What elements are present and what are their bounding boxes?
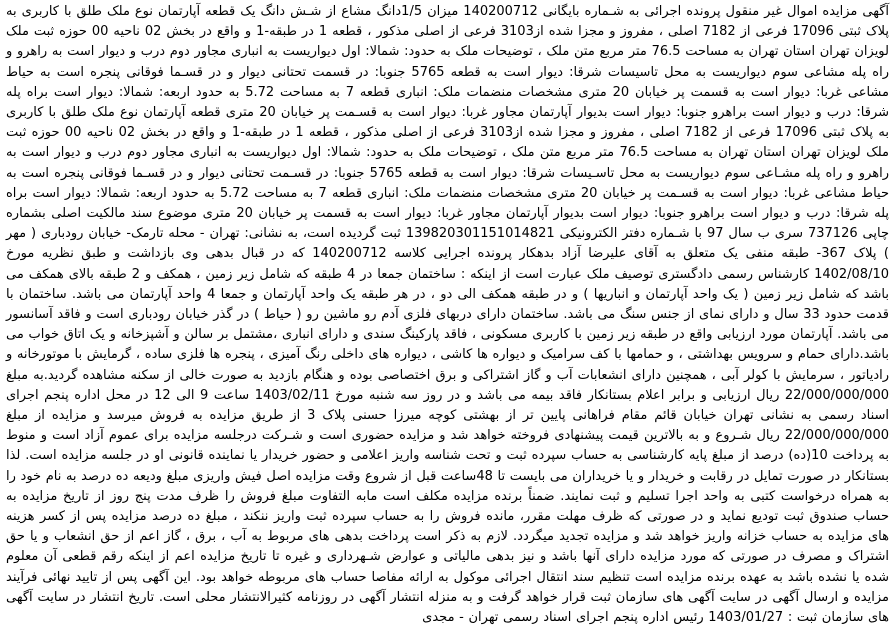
auction-notice-text: آگهی مزایده اموال غیر منقول پرونده اجرائی به شـماره بایگانی 140200712 میزان 1/5دانگ مشاع از شـش دانگ یک قطعه آپارتمان نوع ملک طلق با کاربری به پلاک ثبتی 17096 فرعی از 7182 اصلی ، مفروز و مجزا شده از3103 فرعی از اصلی مذکور ، قطعه 1 در طبقه-1 و واقع در بخش 02 ناحیه 00 حوزه ثبت ملک لویزان تهران استان تهران به مساحت 76.5 متر مربع متن ملک ، توضیحات ملک به حدود: شمالا: اول دیواریست به انباری مجاور دوم درب و دیوار است به راهرو و راه پله مشاعی سوم دیواریست به محل تاسیسات شرقا: دیوار است به قطعه 5765 جنوبا: در قسمت تحتانی دیوار و در قسـما فوقانی پنجره است به حیاط مشاعی غربا: دیوار است به قسمت پر خیابان 20 متری مشخصات منضمات ملک: انباری قطعه 7 به مساحت 5.72 به حدود اربعه: شمالا: دیوار است براه پله شرقا: درب و دیوار است براهرو جنوبا: دیوار است بدیوار آپارتمان مجاور غربا: دیوار است به قسـمت پر خیابان 20 متری قطعه آپارتمان نوع ملک طلق با کاربری به پلاک ثبتی 17096 فرعی از 7182 اصلی ، مفروز و مجزا شده از3103 فرعی از اصلی مذکور ، قطعه 1 در طبقه-1 و واقع در بخش 02 ناحیه 00 حوزه ثبت ملک لویزان تهران استان تهران به مساحت 76.5 متر مربع متن ملک ، توضیحات ملک به حدود: شمالا: اول دیواریست به انباری مجاور دوم درب و دیوار است به راهرو و راه پله مشـاعی سوم دیواریست به محل تاسـیسات شرقا: دیوار است به قطعه 5765 جنوبا: در قسـمت تحتانی دیوار و در قسـما فوقانی پنجره است به حیاط مشاعی غربا: دیوار است به قسـمت پر خیابان 20 متری مشخصات منضمات ملک: انباری قطعه 7 به مساحت 5.72 به حدود اربعه: شمالا: دیوار است براه پله شرقا: درب و دیوار است براهرو جنوبا: دیوار است بدیوار آپارتمان مجاور غربا: دیوار است به قسمت پر خیابان 20 متری موضوع سند مالکیت اصلی بشماره چاپی 737126 سری ب سال 97 با شـماره دفتر الکترونیکی 139820301151014821 ثبت گردیده است، به نشانی: تهران - محله تارمک- خیابان رودباری ( مهر ) پلاک 367- طبقه منفی یک متعلق به آقای علیرضا آزاد بدهکار پرونده اجرایی کلاسه 140200712 که در قبال بدهی وی بازداشت و طبق نظریه مورخ 1402/08/10 کارشناس رسمی دادگستری توصیف ملک عبارت است از اینکه : ساختمان جمعا در 4 طبقه که شامل زیر زمین ، همکف و 2 طبقه بالای همکف می باشد که شامل زیر زمین ( یک واحد آپارتمان و انباریها ) و در طبقه همکف الی دو ، در هر طبقه یک واحد آپارتمان و جمعا 4 واحد آپارتمان می باشد. ساختمان با قدمت حدود 33 سال و دارای نمای از جنس سنگ می باشد. ساختمان دارای دربهای فلزی آدم رو ماشین رو ( حیاط ) در گذر خیابان رودباری است و فاقد آسانسور می باشد. آپارتمان مورد ارزیابی واقع در طبقه زیر زمین با کاربری مسکونی ، فاقد پارکینگ سندی و دارای انباری ،مشتمل بر سالن و آشپزخانه و یک اتاق خواب می باشد.دارای حمام و سرویس بهداشتی ، و حمامها با کف سرامیک و دیواره ها کاشی ، دیواره های داخلی رنگ آمیزی ، پنجره ها فلزی ساده ، گرمایش با موتورخانه و رادیاتور ، سرمایش با کولر آبی ، همچنین دارای انشعابات آب و گاز اشتراکی و برق اختصاصی بوده و هنگام بازدید به صورت خالی از سکنه مشاهده گردید.به مبلغ 22/000/000/000 ریال ارزیابی و برابر اعلام بستانکار فاقد بیمه می باشد و در روز سه شنبه مورخ 1403/02/11 ساعت 9 الی 12 در محل اداره پنجم اجرای اسناد رسمی به نشانی تهران خیابان قائم مقام فراهانی پایین تر از بهشتی کوچه میرزا حسنی پلاک 3 از طریق مزایده به فروش میرسد و مزایده از مبلغ 22/000/000/000 ریال شـروع و به بالاترین قیمت پیشنهادی فروخته خواهد شد و مزایده حضوری است و شـرکت درجلسه مزایده برای عموم آزاد است و منوط به پرداخت 10(ده) درصد از مبلغ پایه کارشناسی به حساب سپرده ثبت و تحت شناسه واریز اعلامی و حضور خریدار یا نماینده قانونی او در جلسه مزایده است. لذا بستانکار در صورت تمایل در رقابت و خریدار و یا خریداران می بایست تا 48ساعت قبل از شروع وقت مزایده اصل فیش واریزی مبلغ ودیعه ده درصد به نام خود را به همراه درخواست کتبی به واحد اجرا تسلیم و ثبت نمایند. ضمناً برنده مزایده مکلف است مابه التفاوت مبلغ فروش را ظرف مدت پنج روز از تاریخ مزایده به حساب صندوق ثبت تودیع نماید و در صورتی که ظرف مهلت مقرر، مانده فروش را به حساب سپرده ثبت واریز ننکند ، مبلغ ده درصد مزایده پس از کسر هزینه های مزایده به حساب خزانه واریز خواهد شد و مزایده تجدید میگردد. لازم به ذکر است پرداخت بدهی های مربوط به آب ، برق ، گاز اعم از حق انشعاب و یا حق اشتراک و مصرف در صورتی که مورد مزایده دارای آنها باشد و نیز بدهی مالیاتی و عوارض شـهرداری و غیره تا تاریخ مزایده اعم از اینکه رقم قطعی آن معلوم شده یا نشده باشد به عهده برنده مزایده است تنظیم سند انتقال اجرائی موکول به ارائه مفاصا حساب های مربوطه خواهد بود. این آگهی پس از تایید نهائی فرآیند مزایده و ارسال آگهی در سایت آگهی های سازمان ثبت قرار خواهد گرفت و به منزله انتشار آگهی در روزنامه کثیرالانتشار محلی است. تاریخ انتشار در سایت آگهی های سازمان ثبت : 1403/01/27 رئیس اداره پنجم اجرای اسناد رسمی تهران - مجدی xyxy=(6,4,890,626)
